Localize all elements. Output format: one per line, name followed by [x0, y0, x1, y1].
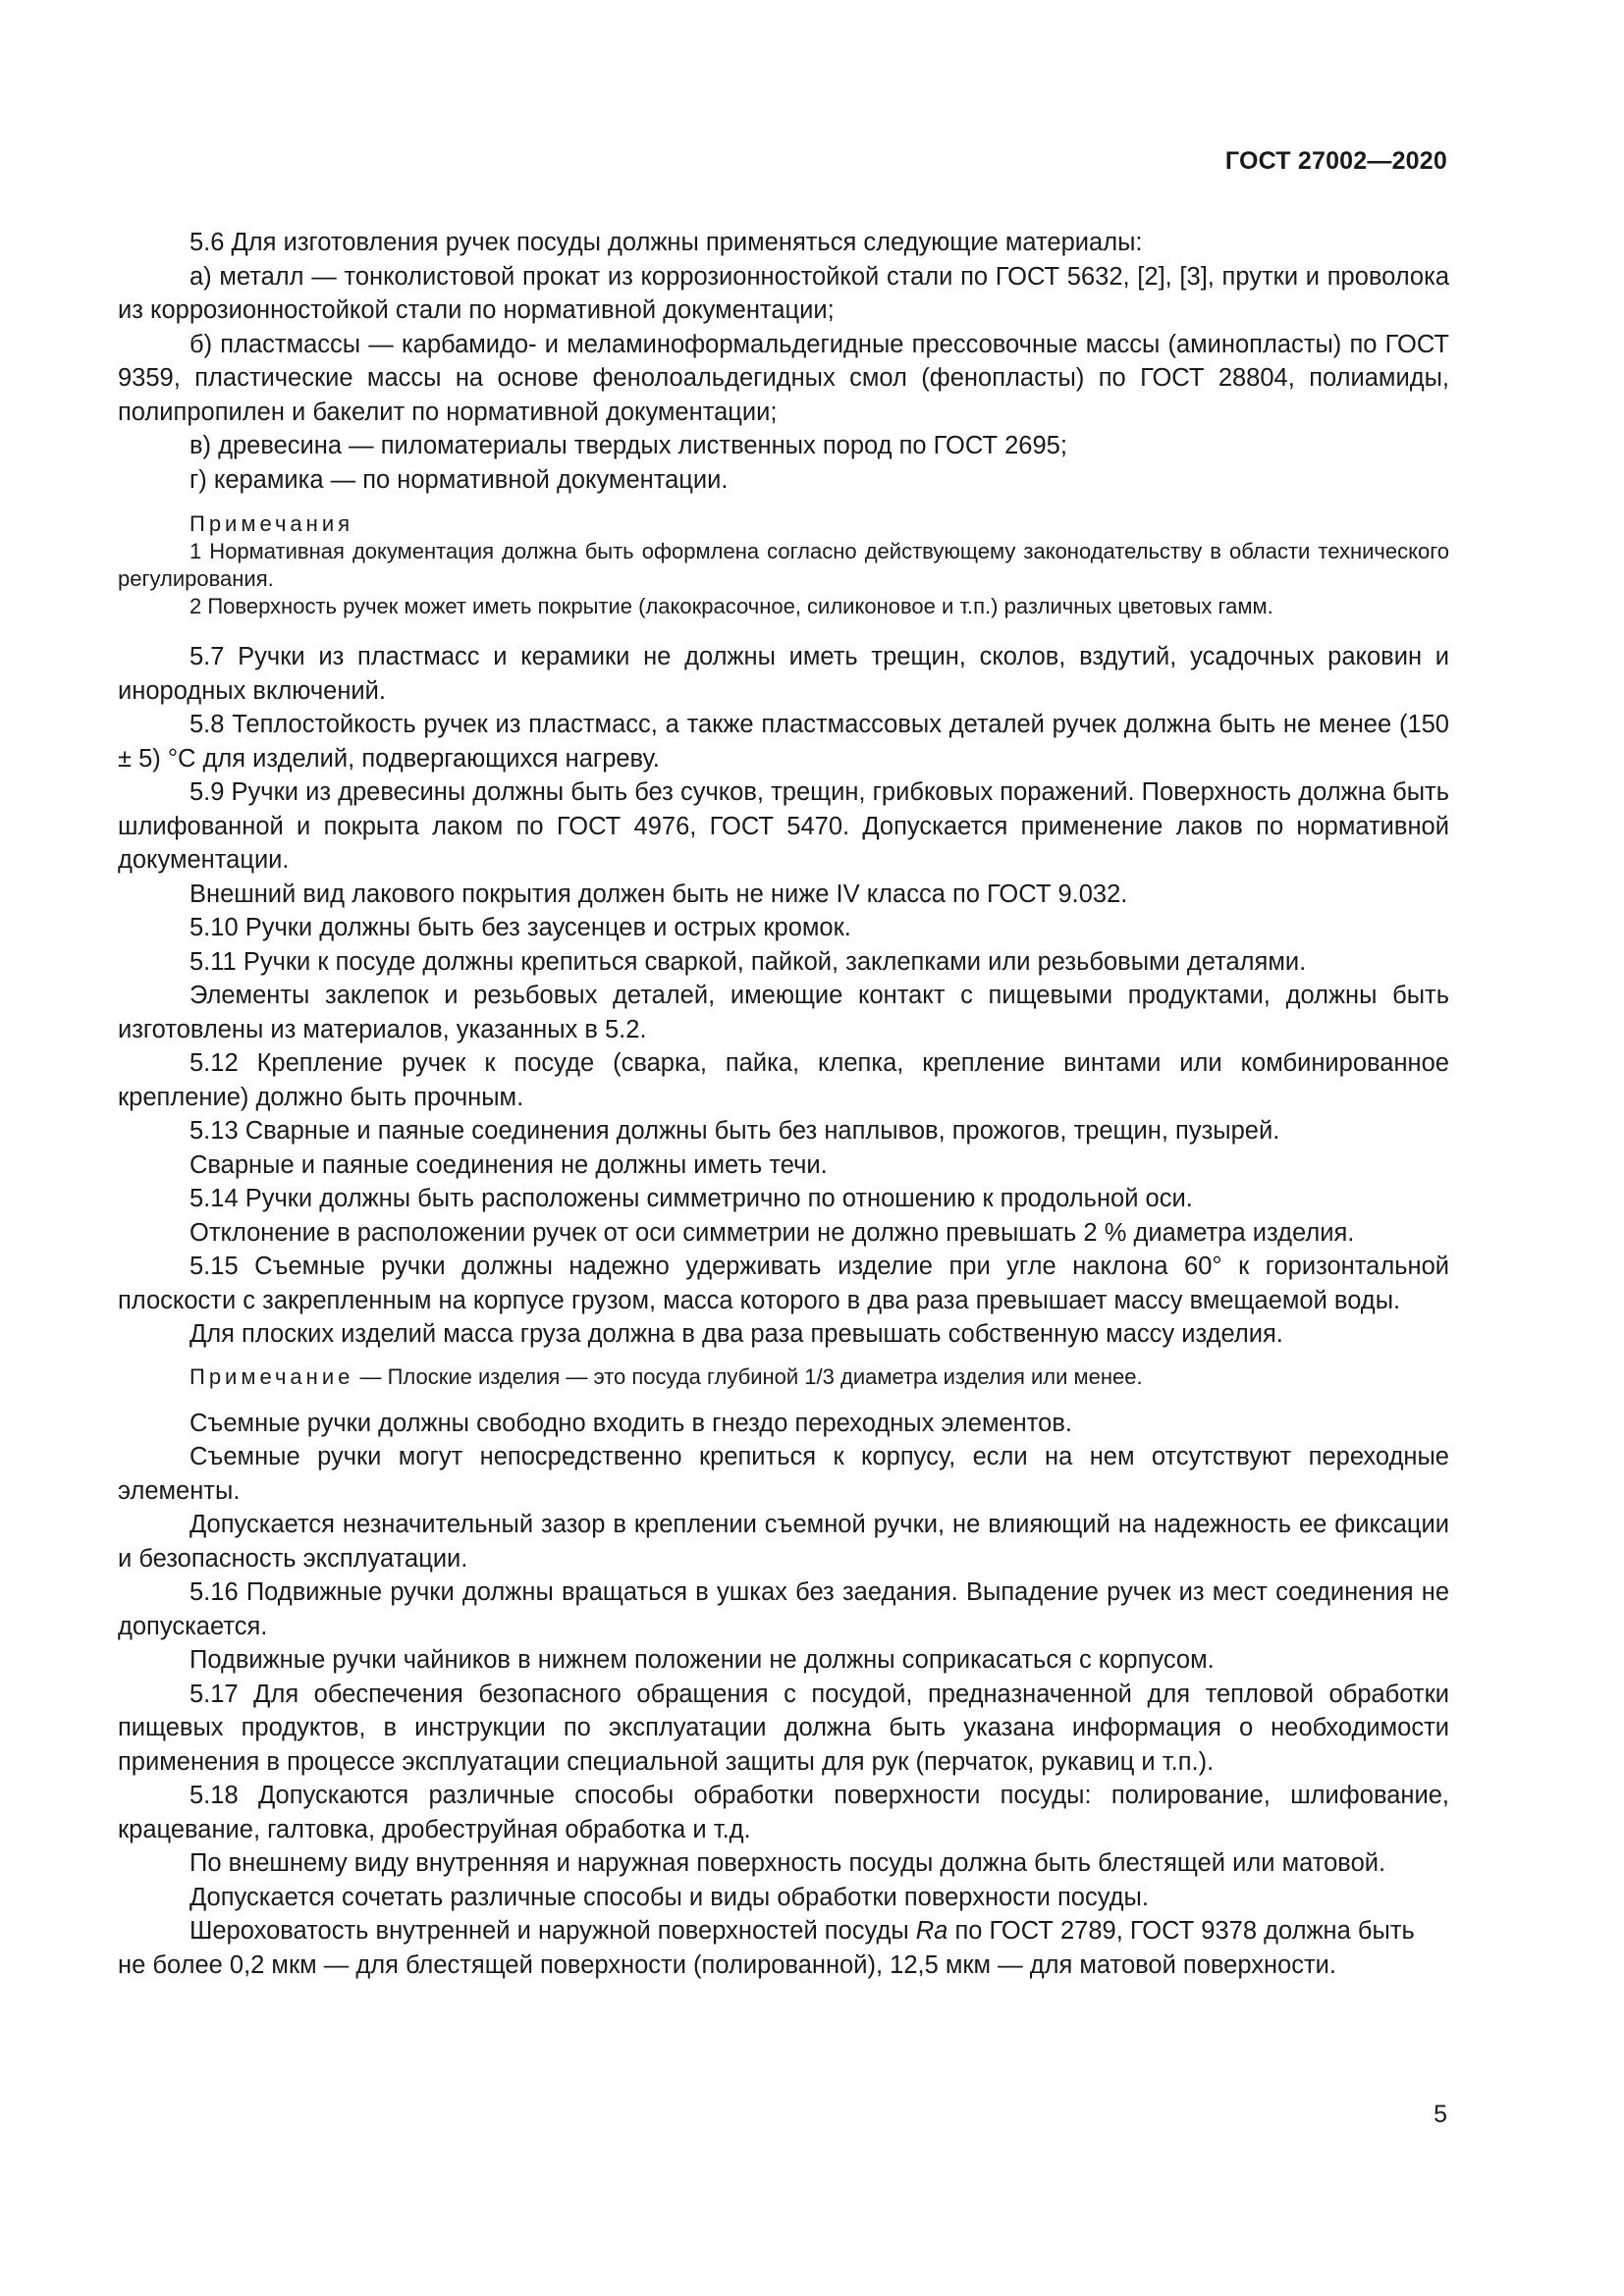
paragraph: Внешний вид лакового покрытия должен быть не ниже IV класса по ГОСТ 9.032.	[189, 880, 1128, 908]
paragraph: в) древесина — пиломатериалы твердых лиственных пород по ГОСТ 2695;	[189, 432, 1067, 459]
notes-title: Примечания	[189, 511, 354, 536]
paragraph-roughness	[118, 1914, 1449, 1982]
text-segment: по ГОСТ 2789, ГОСТ 9378 должна быть не более 0,2 мкм — для блестящей поверхности (полированной), 12,5 мкм — для матовой поверхности.	[118, 1917, 1415, 1979]
paragraph: Съемные ручки могут непосредственно крепиться к корпусу, если на нем отсутствуют переходные элементы.	[118, 1443, 1449, 1505]
paragraph: Допускается сочетать различные способы и виды обработки поверхности посуды.	[189, 1883, 1149, 1911]
paragraph: Отклонение в расположении ручек от оси симметрии не должно превышать 2 % диаметра изделия.	[189, 1218, 1355, 1247]
standard-header: ГОСТ 27002—2020	[1224, 147, 1447, 175]
paragraph: Допускается незначительный зазор в креплении съемной ручки, не влияющий на надежность ее фиксации и безопасность эксплуатации.	[118, 1511, 1449, 1573]
paragraph: 5.13 Сварные и паяные соединения должны быть без наплывов, прожогов, трещин, пузырей.	[189, 1117, 1280, 1145]
note-item: 2 Поверхность ручек может иметь покрытие (лакокрасочное, силиконовое и т.п.) различных цветовых гамм.	[189, 594, 1273, 618]
paragraph: 5.10 Ручки должны быть без заусенцев и острых кромок.	[189, 914, 851, 941]
paragraph: 5.11 Ручки к посуде должны крепиться сваркой, пайкой, заклепками или резьбовыми деталями.	[189, 947, 1307, 976]
paragraph: г) керамика — по нормативной документации.	[189, 465, 729, 494]
paragraph: 5.14 Ручки должны быть расположены симметрично по отношению к продольной оси.	[189, 1185, 1193, 1212]
paragraph: 5.9 Ручки из древесины должны быть без сучков, трещин, грибковых поражений. Поверхность должна быть шлифованной и покрыта лаком по ГОСТ 4976, ГОСТ 5470. Допускается применение лаков по нормативной документации.	[118, 778, 1449, 874]
paragraph: а) металл — тонколистовой прокат из коррозионностойкой стали по ГОСТ 5632, [2], [3], прутки и проволока из коррозионностойкой стали по нормативной документации;	[118, 262, 1449, 324]
paragraph: 5.18 Допускаются различные способы обработки поверхности посуды: полирование, шлифование, крацевание, галтовка, дробеструйная обработка и т.д.	[118, 1782, 1449, 1843]
paragraph: Элементы заклепок и резьбовых деталей, имеющие контакт с пищевыми продуктами, должны быть изготовлены из материалов, указанных в 5.2.	[118, 982, 1449, 1043]
inline-note	[118, 1363, 1449, 1391]
paragraph: 5.8 Теплостойкость ручек из пластмасс, а также пластмассовых деталей ручек должна быть не менее (150 ± 5) °С для изделий, подвергающихся нагреву.	[118, 711, 1449, 773]
paragraph: 5.16 Подвижные ручки должны вращаться в ушках без заедания. Выпадение ручек из мест соединения не допускается.	[118, 1578, 1449, 1640]
paragraph: 5.7 Ручки из пластмасс и керамики не должны иметь трещин, сколов, вздутий, усадочных раковин и инородных включений.	[118, 643, 1449, 705]
paragraph: Для плоских изделий масса груза должна в два раза превышать собственную массу изделия.	[189, 1320, 1283, 1348]
document-body	[118, 226, 1449, 1982]
text-segment: Шероховатость внутренней и наружной поверхностей посуды	[189, 1917, 916, 1945]
paragraph: 5.12 Крепление ручек к посуде (сварка, пайка, клепка, крепление винтами или комбинированное крепление) должно быть прочным.	[118, 1049, 1449, 1111]
page-number: 5	[1434, 2101, 1447, 2128]
paragraph: Подвижные ручки чайников в нижнем положении не должны соприкасаться с корпусом.	[189, 1646, 1215, 1674]
paragraph: По внешнему виду внутренняя и наружная поверхность посуды должна быть блестящей или матовой.	[189, 1849, 1386, 1877]
note-text: — Плоские изделия — это посуда глубиной 1/3 диаметра изделия или менее.	[353, 1363, 1143, 1389]
paragraph: б) пластмассы — карбамидо- и меламиноформальдегидные прессовочные массы (аминопласты) по ГОСТ 9359, пластические массы на основе фенолоальдегидных смол (фенопласты) по ГОСТ 28804, полиамиды, полипропилен и бакелит по нормативной документации;	[118, 330, 1449, 426]
ra-symbol: Ra	[915, 1917, 948, 1945]
paragraph: Сварные и паяные соединения не должны иметь течи.	[189, 1150, 828, 1179]
notes-block	[118, 510, 1449, 620]
paragraph: 5.15 Съемные ручки должны надежно удерживать изделие при угле наклона 60° к горизонтальной плоскости с закрепленным на корпусе грузом, масса которого в два раза превышает массу вмещаемой воды.	[118, 1253, 1449, 1314]
note-label: Примечание	[189, 1363, 354, 1389]
note-item: 1 Нормативная документация должна быть оформлена согласно действующему законодательству в области технического регулирования.	[118, 539, 1449, 591]
paragraph: 5.6 Для изготовления ручек посуды должны применяться следующие материалы:	[189, 229, 1143, 256]
paragraph: 5.17 Для обеспечения безопасного обращения с посудой, предназначенной для тепловой обработки пищевых продуктов, в инструкции по эксплуатации должна быть указана информация о необходимости применения в процессе эксплуатации специальной защиты для рук (перчаток, рукавиц и т.п.).	[118, 1680, 1449, 1776]
paragraph: Съемные ручки должны свободно входить в гнездо переходных элементов.	[189, 1409, 1072, 1437]
